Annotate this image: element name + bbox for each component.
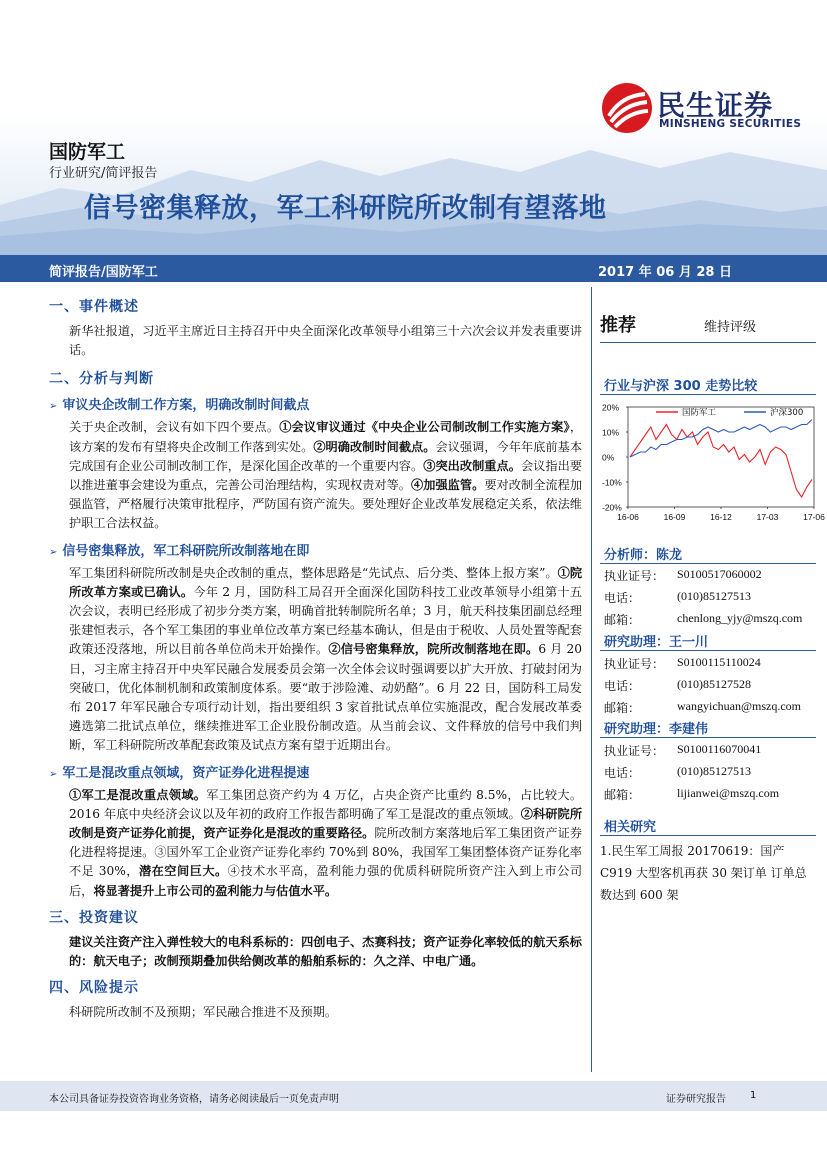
phone-value: (010)85127528 — [677, 677, 751, 691]
report-subtype: 行业研究/简评报告 — [49, 166, 158, 181]
brand-name-en: MINSHENG SECURITIES — [659, 118, 802, 130]
subsection-heading — [49, 540, 582, 559]
paragraph — [49, 564, 582, 756]
license-label: 执业证号： — [604, 657, 665, 671]
analyst-heading: 分析师：陈龙 — [604, 548, 683, 563]
subsection-title: 军工是混改重点领域，资产证券化进程提速 — [62, 765, 310, 781]
text-run: 院所改制方案落地后军工集团资产证券化进程将提速。③国外军工企业资产证券化率约 70%到 80%，我国军工集团整体资产证券化率不足 30%， — [69, 826, 583, 879]
chart-title: 行业与沪深 300 走势比较 — [604, 379, 758, 394]
rating-sub: 维持评级 — [704, 320, 757, 335]
page-footer — [0, 1081, 827, 1111]
related-heading: 相关研究 — [604, 820, 657, 835]
series-line-defense — [630, 425, 812, 498]
y-tick-label: -20% — [602, 502, 622, 513]
x-tick-label: 17-03 — [756, 512, 779, 522]
text-run: 会议指出要以推进董事会建设为重点，完善公司治理结构，实现权责对等。 — [69, 458, 583, 493]
report-info-bar — [0, 255, 827, 282]
paragraph: 科研院所改制不及预期；军民融合推进不及预期。 — [69, 1005, 338, 1020]
phone-label: 电话： — [604, 591, 641, 605]
text-run-bold: ①会议审议通过《中央企业公司制改制工作实施方案》 — [279, 420, 570, 435]
chart-axes — [602, 403, 825, 523]
paragraph: 新华社报道，习近平主席近日主持召开中央全面深化改革领导小组第三十六次会议并发表重要讲话。 — [69, 324, 582, 358]
text-run: 6 月 20 日，习主席主持召开中央军民融合发展委员会第一次全体会议时强调要以扩大开放、打破封闭为突破口，优化体制机制和政策制度体系。要“敢于涉险滩、动奶酪”。6 月 22 日，国防科工局发布 2017 年军民融合专项行动计划，指出要组织 3 家首批试点单位实施混改，配合发展改革委遴选第二批试点单位，继续推进军工企业股份制改造。从当前会议、文件释放的信号中我们判断，军工科研院所改革配套政策及试点方案有望于近期出台。 — [69, 642, 583, 753]
assistant-heading: 研究助理：王一川 — [604, 635, 709, 650]
y-tick-label: -10% — [602, 477, 622, 488]
page-number: 1 — [750, 1090, 757, 1101]
section-heading: 四、风险提示 — [49, 980, 139, 997]
sidebar-rule — [600, 563, 816, 564]
arrow-icon: ➢ — [49, 401, 58, 413]
sidebar-rule — [600, 737, 816, 738]
sector-label: 国防军工 — [49, 141, 126, 163]
brand-name-cn: 民生证券 — [657, 89, 774, 122]
text-run-bold: ③突出改制重点。 — [423, 458, 521, 473]
footer-label: 证券研究报告 — [666, 1094, 726, 1105]
trend-chart — [598, 396, 825, 528]
email-value[interactable]: chenlong_yjy@mszq.com — [677, 611, 803, 625]
phone-label: 电话： — [604, 679, 641, 693]
x-tick-label: 16-06 — [617, 512, 639, 522]
text-run: ，该方案的发布有望将央企改制工作落到实处。 — [69, 420, 583, 454]
text-run: 会议强调，今年年底前基本完成国有企业公司制改制工作，是深化国企改革的一个重要内容。 — [69, 439, 583, 473]
license-value: S0100517060002 — [677, 567, 762, 581]
email-value[interactable]: lijianwei@mszq.com — [677, 786, 780, 800]
section-heading: 一、事件概述 — [49, 299, 139, 315]
sidebar-rule — [600, 650, 816, 651]
phone-value: (010)85127513 — [677, 764, 751, 778]
text-run-bold: 建议关注资产注入弹性较大的电科系标的：四创电子、杰赛科技；资产证券化率较低的航天系标的：航天电子；改制预期叠加供给侧改革的船舶系标的：久之洋、中电广通。 — [69, 934, 582, 969]
x-tick-label: 16-09 — [663, 512, 686, 522]
email-label: 邮箱： — [604, 701, 641, 715]
section-heading: 二、分析与判断 — [49, 371, 154, 388]
section-heading: 三、投资建议 — [49, 909, 139, 926]
text-run-bold: ②科研院所改制是资产证券化前提，资产证券化是混改的重要路径。 — [69, 806, 583, 841]
brand-logo — [601, 82, 801, 136]
y-tick-label: 10% — [602, 427, 620, 438]
text-run-bold: ①院所改革方案或已确认。 — [69, 565, 583, 599]
license-value: S0100115110024 — [677, 655, 761, 669]
subsection-heading — [49, 762, 582, 781]
phone-label: 电话： — [604, 766, 641, 780]
license-label: 执业证号： — [604, 569, 665, 583]
license-label: 执业证号： — [604, 744, 665, 758]
subsection-title: 信号密集释放，军工科研院所改制落地在即 — [62, 543, 310, 559]
report-date: 2017 年 06 月 28 日 — [598, 265, 732, 280]
text-run: ④技术水平高，盈利能力强的优质科研院所资产注入到上市公司后， — [69, 864, 583, 898]
report-body — [49, 296, 582, 1028]
email-label: 邮箱： — [604, 613, 641, 627]
rating-label: 推荐 — [600, 315, 636, 336]
related-item[interactable]: 1.民生军工周报 20170619：国产 C919 大型客机再获 30 架订单 订单总数达到 600 架 — [600, 844, 807, 902]
chart-legend — [656, 407, 803, 418]
text-run-bold: 将显著提升上市公司的盈利能力与估值水平。 — [93, 883, 338, 898]
chart-lines — [630, 420, 812, 498]
report-title: 信号密集释放，军工科研院所改制有望落地 — [84, 193, 607, 224]
legend-label: 沪深300 — [770, 408, 804, 418]
sidebar-rule — [600, 342, 816, 343]
text-run: 军工集团总资产约为 4 万亿，占央企资产比重约 8.5%，占比较大。2016 年底中央经济会议以及年初的政府工作报告都明确了军工是混改的重点领域。 — [69, 787, 583, 821]
phone-value: (010)85127513 — [677, 589, 751, 603]
text-run: 军工集团科研院所改制是央企改制的重点，整体思路是“先试点、后分类、整体上报方案”。 — [69, 565, 558, 580]
text-run: 要对改制全流程加强监管，严格履行决策审批程序，严防国有资产流失。要处理好企业改革发展稳定关系，依法维护职工合法权益。 — [69, 478, 583, 531]
paragraph — [49, 933, 582, 971]
paragraph — [49, 418, 582, 533]
text-run-bold: ①军工是混改重点领域。 — [69, 787, 207, 802]
sidebar-rule — [600, 835, 816, 836]
text-run-bold: ②信号密集释放，院所改制落地在即。 — [328, 642, 539, 657]
text-run: 今年 2 月，国防科工局召开全面深化国防科技工业改革领导小组第十五次会议，表明已经形成了初步分类方案，明确首批转制院所名单；3 月，航天科技集团副总经理张建恒表示，各个军工集团的事业单位改革方案已经基本确认，但是由于税收、人员处置等配套政策还没落地，所以目前各单位尚未开始操作。 — [69, 584, 582, 657]
paragraph — [49, 786, 582, 901]
report-header — [0, 0, 827, 255]
y-tick-label: 0% — [602, 452, 615, 463]
email-label: 邮箱： — [604, 788, 641, 802]
legend-label: 国防军工 — [682, 408, 717, 418]
arrow-icon: ➢ — [49, 768, 58, 780]
text-run-bold: ②明确改制时间截点。 — [313, 439, 436, 454]
sidebar-rule — [600, 394, 816, 395]
x-tick-label: 17-06 — [803, 512, 825, 522]
x-tick-label: 16-12 — [710, 512, 732, 522]
text-run-bold: 潜在空间巨大。 — [138, 864, 228, 879]
subsection-heading — [49, 394, 582, 413]
brand-mark-icon — [601, 82, 653, 134]
email-value[interactable]: wangyichuan@mszq.com — [677, 699, 802, 713]
subsection-title: 审议央企改制工作方案，明确改制时间截点 — [62, 398, 310, 414]
arrow-icon: ➢ — [49, 546, 58, 558]
assistant-heading: 研究助理：李建伟 — [604, 722, 709, 737]
text-run: 关于央企改制，会议有如下四个要点。 — [69, 420, 280, 435]
column-divider — [591, 287, 592, 1072]
footer-disclaimer: 本公司具备证券投资咨询业务资格，请务必阅读最后一页免责声明 — [49, 1094, 339, 1105]
chart-frame — [628, 407, 814, 507]
y-tick-label: 20% — [602, 402, 620, 413]
report-category: 简评报告/国防军工 — [49, 265, 158, 280]
text-run-bold: ④加强监管。 — [411, 478, 485, 493]
license-value: S0100116070041 — [677, 742, 762, 756]
